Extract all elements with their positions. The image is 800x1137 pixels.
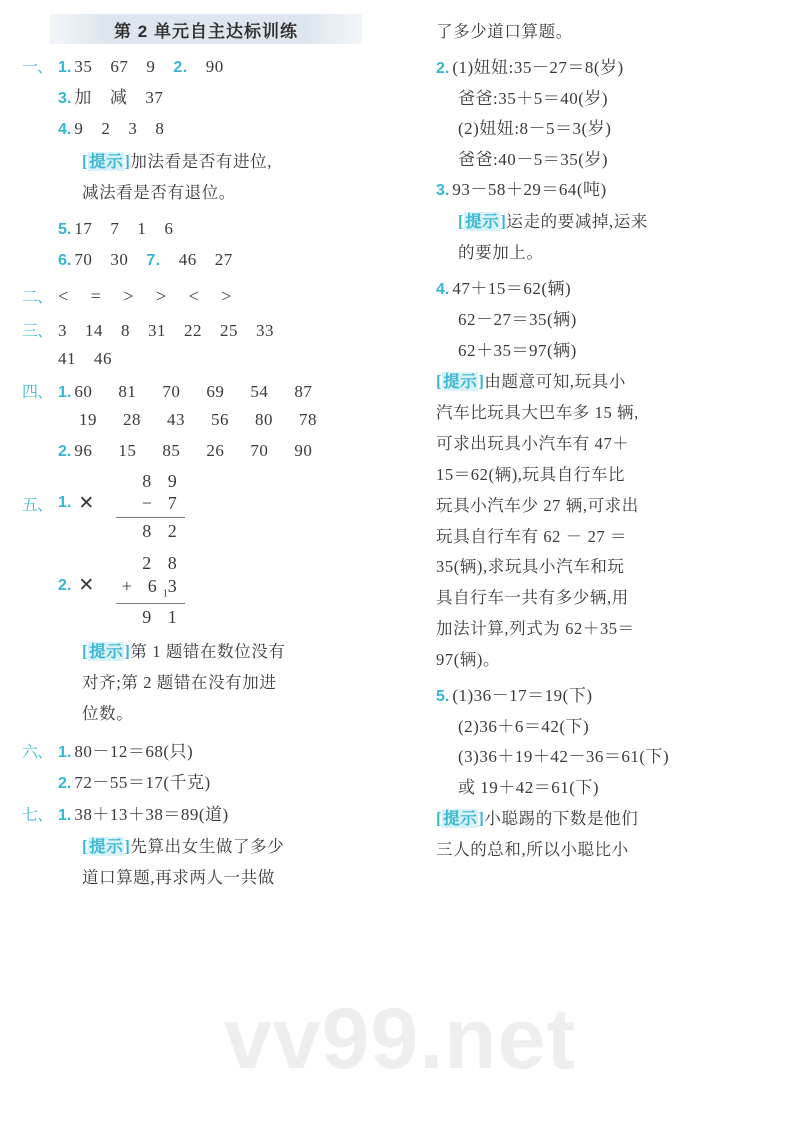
- q-label: 4.: [436, 281, 450, 299]
- section-five-problem-2: [22, 552, 406, 628]
- q-label: 5.: [436, 687, 450, 705]
- section-marker-spacer: [22, 574, 58, 597]
- answer-values: 9 2 3 8: [74, 119, 165, 138]
- q-label: 3.: [436, 182, 450, 200]
- hint-line: 了多少道口算题。: [436, 22, 573, 41]
- section-three-row-1: [22, 318, 406, 344]
- section-marker-five: 五、: [22, 496, 53, 514]
- hint-line: 15＝62(辆),玩具自行车比: [436, 464, 626, 484]
- section-marker-seven: 七、: [22, 806, 53, 824]
- carry-digit: 1: [162, 588, 168, 600]
- section-four-row-2: [22, 407, 406, 433]
- answer-expression: 72－55＝17(千克): [74, 772, 211, 792]
- hint-line: 97(辆)。: [436, 650, 501, 669]
- hint-line: [提示]第 1 题错在数位没有: [82, 642, 286, 662]
- q-label: 6.: [58, 251, 72, 269]
- answer-values: 加 减 37: [74, 88, 164, 107]
- section-seven-row-1: [22, 802, 406, 828]
- hint-line: 玩具小汽车少 27 辆,可求出: [436, 495, 639, 515]
- answer-values: 3 14 8 31 22 25 33: [58, 320, 274, 340]
- q-label: 1.: [58, 59, 72, 76]
- answer-expression: 爸爸:40－5＝35(岁): [458, 149, 609, 169]
- answer-values: 60 81 70 69 54 87: [74, 382, 313, 402]
- operand-bottom-row: [116, 492, 185, 518]
- hint-label: [提示]: [82, 152, 131, 171]
- answer-expression: (3)36＋19＋42－36＝61(下): [458, 747, 670, 767]
- hint-line: 三人的总和,所以小聪比小: [436, 840, 629, 860]
- q-label: 4.: [58, 121, 72, 138]
- section-six-row-2: [22, 770, 406, 796]
- section-one-row-4: [22, 116, 406, 142]
- hint-line: 道口算题,再求两人一共做: [82, 867, 275, 887]
- section-four-row-3: [22, 438, 406, 464]
- answer-expression: 爸爸:35＋5＝40(岁): [458, 88, 609, 108]
- hint-line: [提示]运走的要减掉,运来: [458, 212, 648, 232]
- right-q2-row-2: [436, 86, 778, 112]
- section-one-row-3: [22, 85, 406, 111]
- hint-line: 的要加上。: [458, 243, 544, 263]
- answer-expression: 47＋15＝62(辆): [452, 279, 572, 299]
- answer-values: 96 15 85 26 70 90: [74, 440, 313, 460]
- answer-values: 41 46: [58, 348, 112, 368]
- q-label: 2.: [58, 442, 72, 460]
- right-q4-row-3: [436, 338, 778, 364]
- answer-expression: 62－27＝35(辆): [458, 310, 577, 330]
- section-marker-four: 四、: [22, 384, 53, 402]
- hint-line: 对齐;第 2 题错在没有加进: [82, 673, 277, 693]
- right-q3-row: [436, 177, 778, 203]
- result-row: [116, 520, 185, 543]
- hint-label: [提示]: [82, 642, 131, 662]
- wrong-mark-icon: ✕: [78, 575, 95, 597]
- answer-expression: (2)妞妞:8－5＝3(岁): [458, 119, 612, 139]
- q-label: 2.: [58, 576, 72, 594]
- operand-top: 2 8: [142, 553, 183, 574]
- right-q2-row-3: [436, 116, 778, 142]
- hint-line: 减法看是否有退位。: [82, 182, 236, 202]
- q-label: 1.: [58, 384, 72, 402]
- hint-line: [提示]先算出女生做了多少: [82, 836, 285, 856]
- operand-top-row: [116, 552, 185, 575]
- answer-values: 19 28 43 56 80 78: [79, 410, 317, 430]
- right-q2-row-1: [436, 55, 778, 81]
- wrong-mark-icon: ✕: [78, 492, 95, 514]
- hint-section-five: [22, 638, 406, 729]
- answer-expression: 62＋35＝97(辆): [458, 340, 577, 360]
- right-q5-row-4: [436, 775, 778, 801]
- vertical-calculation: [116, 470, 185, 543]
- answer-expression: 93－58＋29＝64(吨): [452, 180, 607, 200]
- result-value: 8 2: [142, 520, 183, 541]
- hint-line: 具自行车一共有多少辆,用: [436, 588, 629, 608]
- section-one-row-1: [22, 54, 406, 80]
- q-label: 2.: [58, 774, 72, 792]
- hint-line: 玩具自行车有 62 － 27 ＝: [436, 526, 628, 546]
- operand-bottom: $6_13$: [147, 575, 183, 600]
- answer-expression: 38＋13＋38＝89(道): [74, 804, 229, 824]
- left-column: [22, 6, 414, 895]
- site-watermark: vv99.net: [223, 991, 577, 1087]
- right-q5-row-2: [436, 714, 778, 740]
- hint-line: [提示]由题意可知,玩具小: [436, 372, 626, 392]
- q-label: 2.: [436, 59, 450, 77]
- operator-minus: −: [141, 493, 152, 514]
- q-label: 1.: [58, 494, 72, 512]
- section-marker-two: 二、: [22, 288, 53, 306]
- section-four-row-1: [22, 379, 406, 405]
- answer-expression: 80－12＝68(只): [74, 741, 194, 761]
- hint-right-q3: [458, 208, 778, 268]
- hint-line: 可求出玩具小汽车有 47＋: [436, 433, 630, 453]
- answer-expression: 或 19＋42＝61(下): [458, 777, 600, 797]
- right-q4-row-2: [436, 307, 778, 333]
- hint-label: [提示]: [436, 372, 485, 392]
- answer-expression: (1)妞妞:35－27＝8(岁): [452, 57, 624, 77]
- answer-values: 35 67 9 2. 90: [74, 57, 224, 76]
- hint-line: [提示]加法看是否有进位,: [82, 152, 272, 171]
- operand-bottom-row: [116, 575, 185, 604]
- answer-expression: (1)36－17＝19(下): [452, 685, 593, 705]
- right-q5-row-3: [436, 744, 778, 770]
- right-q5-row-1: [436, 683, 778, 709]
- vertical-calculation: [116, 552, 185, 628]
- answer-expression: (2)36＋6＝42(下): [458, 716, 590, 736]
- q-label: 1.: [58, 743, 72, 761]
- section-marker-three: 三、: [22, 322, 53, 340]
- hint-label: [提示]: [436, 809, 485, 829]
- section-five-problem-1: [22, 470, 406, 543]
- right-column: [414, 6, 778, 895]
- operand-top-row: [116, 470, 185, 493]
- section-marker-one: 一、: [22, 59, 53, 76]
- hint-line: [提示]小聪踢的下数是他们: [436, 809, 639, 829]
- answer-values: 70 30 7. 46 27: [74, 249, 233, 269]
- right-q2-row-4: [436, 147, 778, 173]
- hint-line: 加法计算,列式为 62＋35＝: [436, 619, 635, 639]
- right-q4-row-1: [436, 276, 778, 302]
- section-six-row-1: [22, 739, 406, 765]
- hint-line: 汽车比玩具大巴车多 15 辆,: [436, 403, 639, 422]
- operand-bottom: 7: [167, 493, 183, 514]
- answer-values: 17 7 1 6: [74, 218, 174, 238]
- hint-line: 位数。: [82, 704, 134, 724]
- page-title-banner: [50, 14, 362, 44]
- comparison-values: < = > > < >: [58, 285, 232, 306]
- section-one-row-5: [22, 216, 406, 242]
- hint-label: [提示]: [82, 836, 131, 856]
- problem-lead: [22, 470, 94, 515]
- hint-section-seven: [22, 833, 406, 893]
- operator-plus: +: [121, 575, 132, 596]
- result-value: 9 1: [142, 606, 183, 627]
- hint-right-q4: [436, 368, 778, 675]
- section-marker-six: 六、: [22, 743, 53, 761]
- hint-right-q5: [436, 805, 778, 865]
- section-three-row-2: [22, 346, 406, 372]
- hint-section-one: [22, 148, 406, 208]
- q-label: 5.: [58, 220, 72, 238]
- operand-top: 8 9: [142, 470, 183, 491]
- section-two-row: [22, 283, 406, 310]
- q-label: 1.: [58, 806, 72, 824]
- hint-label: [提示]: [458, 212, 507, 232]
- section-one-row-6: [22, 247, 406, 273]
- problem-lead: [22, 552, 94, 597]
- hint-continuation: [436, 18, 778, 47]
- q-label: 3.: [58, 90, 72, 107]
- page-title: 第 2 单元自主达标训练: [114, 21, 298, 41]
- result-row: [116, 606, 185, 629]
- hint-line: 35(辆),求玩具小汽车和玩: [436, 557, 625, 577]
